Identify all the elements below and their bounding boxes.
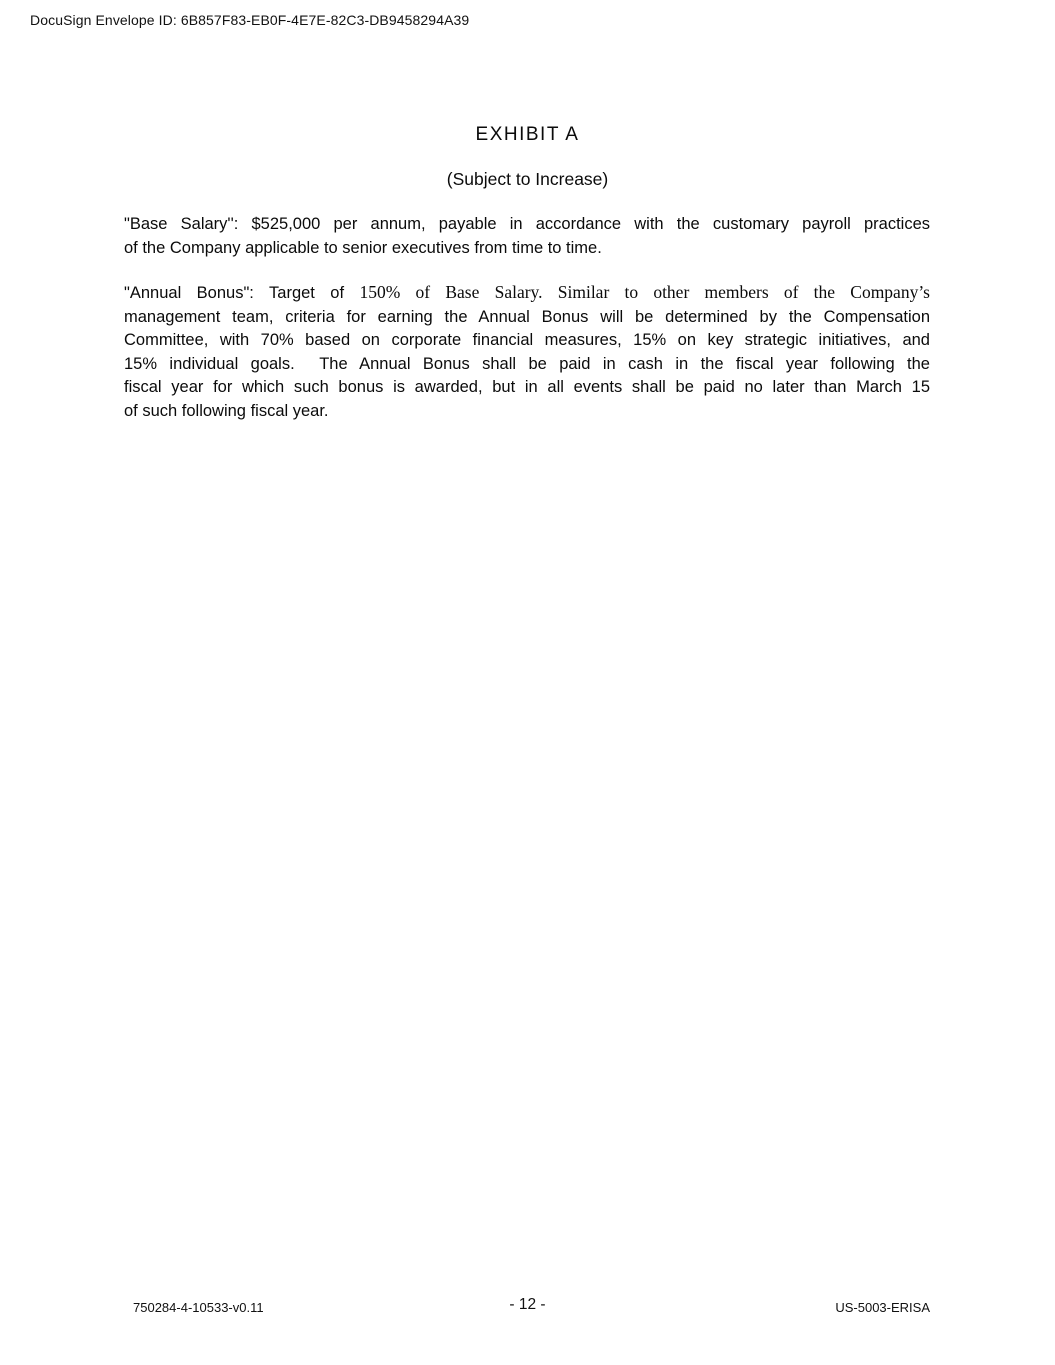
paragraph-line: "Base Salary'': $525,000 per annum, payable in accordance with the customary payroll practices xyxy=(124,215,930,233)
docusign-envelope-id: DocuSign Envelope ID: 6B857F83-EB0F-4E7E-82C3-DB9458294A39 xyxy=(30,12,470,28)
paragraph-line: Committee, with 70% based on corporate financial measures, 15% on key strategic initiatives, and xyxy=(124,331,930,349)
paragraph-line: fiscal year for which such bonus is awarded, but in all events shall be paid no later than March 15 xyxy=(124,378,930,396)
paragraph-line: of the Company applicable to senior executives from time to time. xyxy=(124,238,602,257)
footer-document-number: 750284-4-10533-v0.11 xyxy=(133,1300,264,1315)
footer-document-code: US-5003-ERISA xyxy=(835,1300,930,1315)
exhibit-subtitle: (Subject to Increase) xyxy=(446,169,609,189)
annual-bonus-paragraph xyxy=(124,281,930,423)
footer-page-number: - 12 - xyxy=(509,1296,546,1313)
annual-bonus-lead-text: "Annual Bonus": Target of xyxy=(124,284,360,302)
paragraph-line: 15% individual goals. The Annual Bonus shall be paid in cash in the fiscal year following the xyxy=(124,354,930,373)
paragraph-line: management team, criteria for earning the Annual Bonus will be determined by the Compensation xyxy=(124,307,930,326)
paragraph-line xyxy=(124,281,930,306)
base-salary-paragraph xyxy=(124,213,930,260)
paragraph-line: of such following fiscal year. xyxy=(124,401,329,420)
exhibit-title: EXHIBIT A xyxy=(475,124,580,145)
annual-bonus-serif-text: 150% of Base Salary. Similar to other members of the Company’s xyxy=(359,282,930,302)
